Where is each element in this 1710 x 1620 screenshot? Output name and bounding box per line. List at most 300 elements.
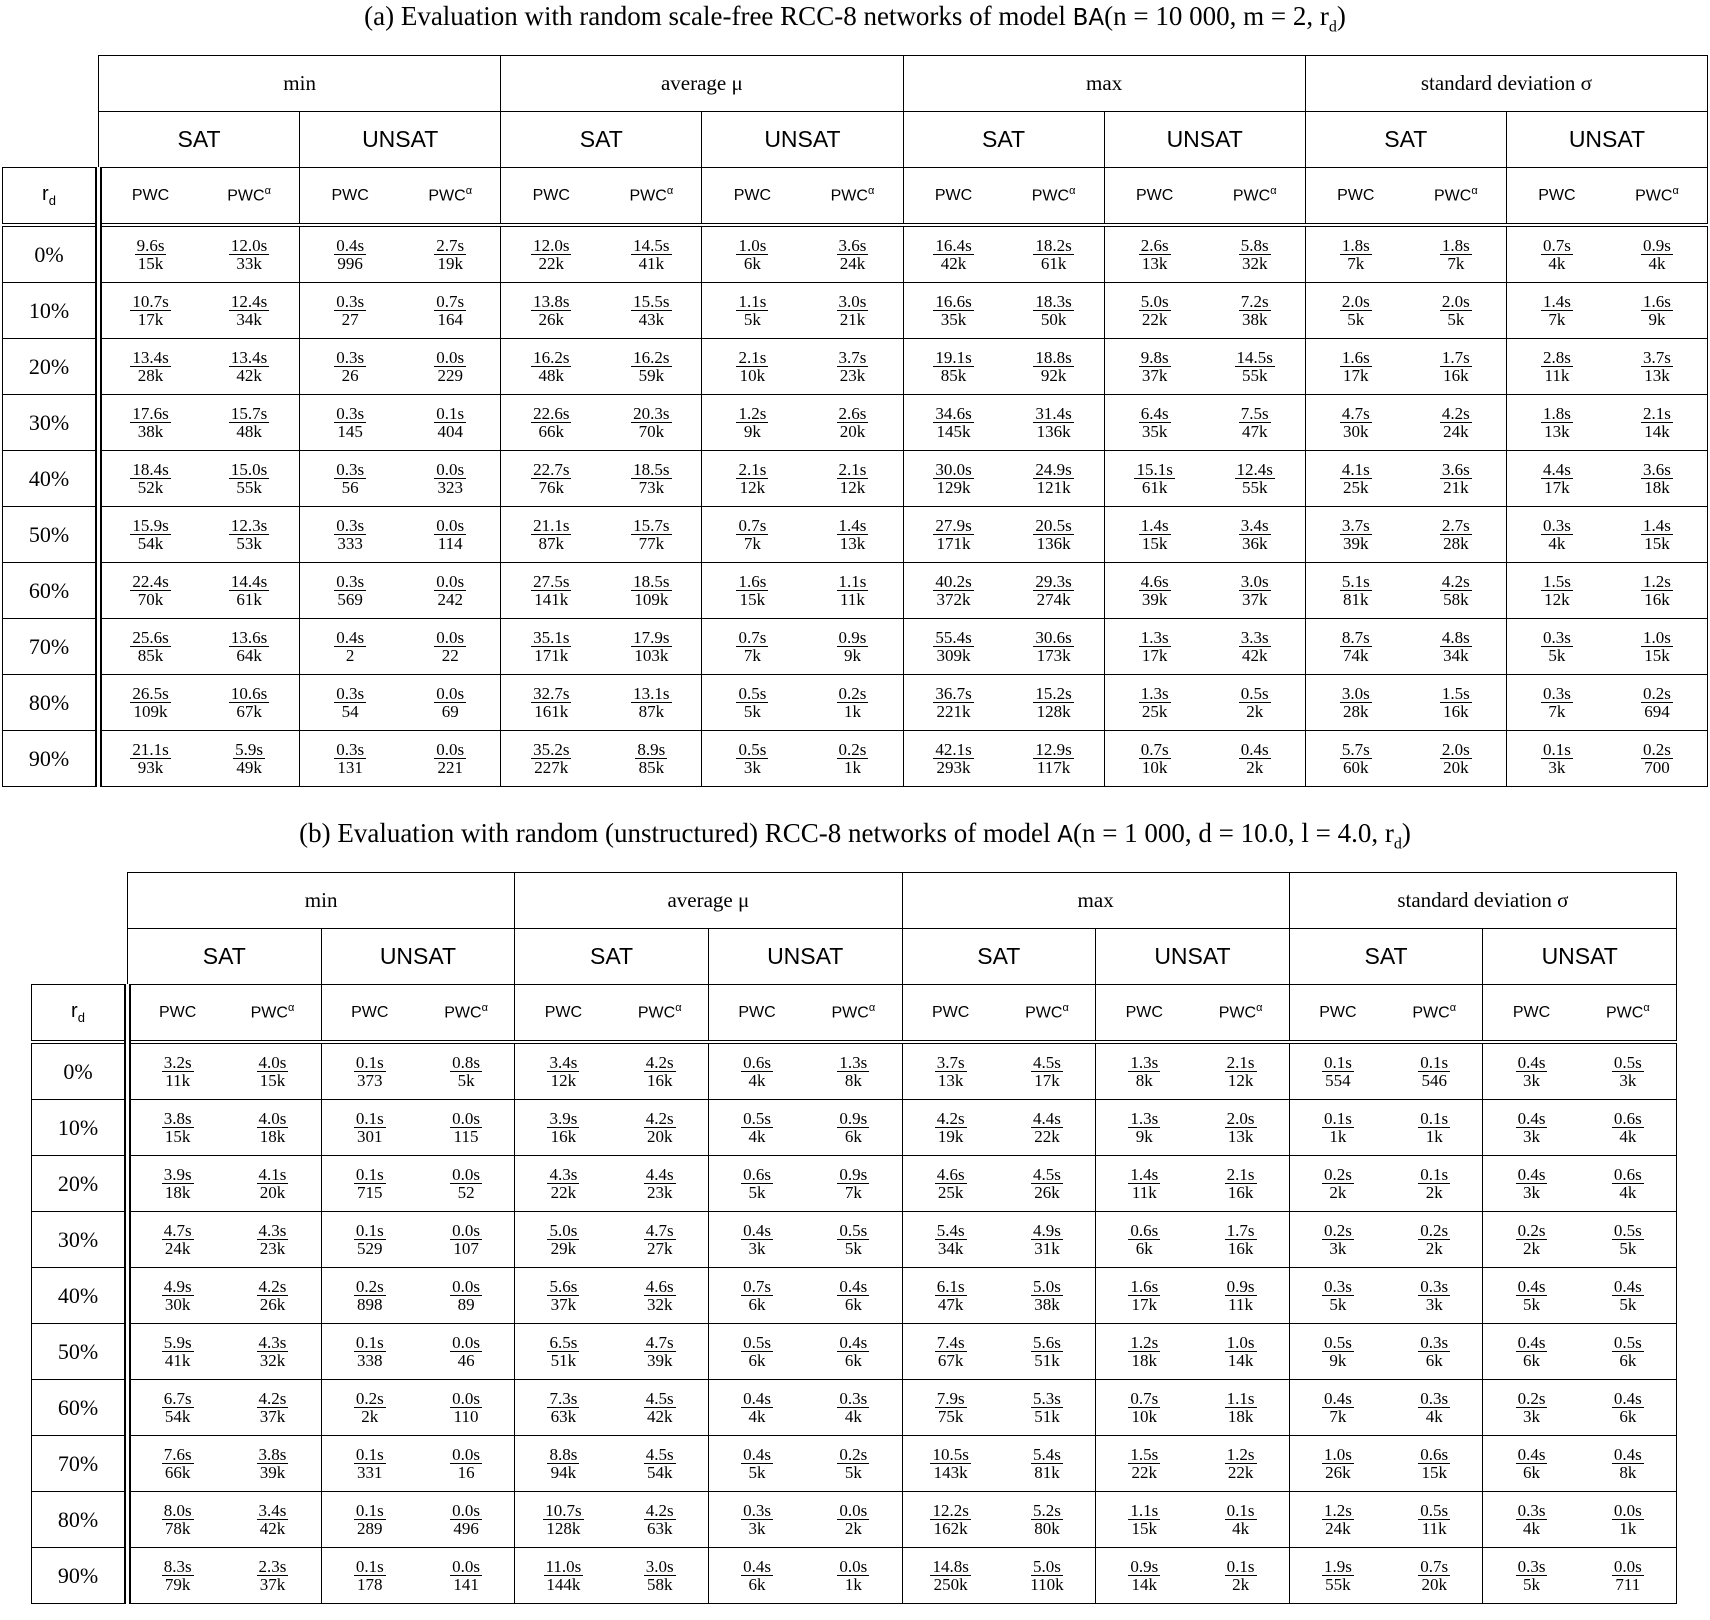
runtime: 0.7s bbox=[1542, 236, 1571, 255]
fraction bbox=[434, 741, 466, 776]
result-cell bbox=[1305, 283, 1406, 339]
pwc-alpha-header bbox=[1386, 985, 1483, 1043]
runtime: 0.0s bbox=[452, 1221, 481, 1240]
rd-label: r bbox=[71, 1000, 78, 1022]
fraction bbox=[1239, 741, 1271, 776]
pwc-alpha-header bbox=[199, 168, 300, 226]
check-count: 17k bbox=[1141, 646, 1168, 665]
result-cell bbox=[999, 1212, 1096, 1268]
header-row-methods bbox=[3, 168, 1708, 226]
runtime: 0.3s bbox=[1323, 1277, 1352, 1296]
runtime: 6.1s bbox=[936, 1277, 965, 1296]
check-count: 7k bbox=[743, 534, 761, 553]
fraction bbox=[450, 1446, 482, 1481]
result-cell bbox=[802, 619, 903, 675]
check-count: 61k bbox=[1040, 254, 1067, 273]
fraction bbox=[635, 741, 667, 776]
check-count: 3k bbox=[1523, 1127, 1541, 1146]
check-count: 4k bbox=[1232, 1519, 1250, 1538]
check-count: 103k bbox=[634, 646, 669, 665]
result-cell bbox=[1205, 675, 1306, 731]
check-count: 171k bbox=[936, 534, 971, 553]
runtime: 0.2s bbox=[838, 740, 867, 759]
result-cell bbox=[601, 225, 702, 283]
unsat-header: UNSAT bbox=[1506, 112, 1707, 168]
check-count: 93k bbox=[137, 758, 164, 777]
runtime: 0.1s bbox=[1420, 1165, 1449, 1184]
fraction bbox=[130, 629, 170, 664]
check-count: 229 bbox=[437, 366, 463, 385]
pwc-alpha-header bbox=[802, 168, 903, 226]
result-cell bbox=[1305, 675, 1406, 731]
rd-value: 80% bbox=[32, 1492, 128, 1548]
runtime: 2.1s bbox=[1643, 404, 1671, 423]
fraction bbox=[531, 461, 571, 496]
result-cell bbox=[321, 1436, 418, 1492]
fraction bbox=[1641, 349, 1673, 384]
method-label: PWC bbox=[532, 186, 570, 204]
check-count: 1k bbox=[1425, 1127, 1443, 1146]
runtime: 22.7s bbox=[533, 460, 570, 479]
method-label: PWC bbox=[1434, 187, 1472, 205]
result-cell bbox=[612, 1212, 709, 1268]
fraction bbox=[1340, 629, 1372, 664]
fraction bbox=[1340, 405, 1372, 440]
result-cell bbox=[1580, 1100, 1677, 1156]
fraction bbox=[837, 1278, 869, 1313]
pwc-header bbox=[1096, 985, 1193, 1043]
result-cell bbox=[1205, 283, 1306, 339]
runtime: 0.6s bbox=[743, 1053, 771, 1072]
result-cell bbox=[903, 283, 1004, 339]
check-count: 26k bbox=[259, 1295, 286, 1314]
result-cell bbox=[199, 339, 300, 395]
runtime: 2.6s bbox=[1140, 236, 1169, 255]
result-cell bbox=[1483, 1100, 1580, 1156]
runtime: 18.5s bbox=[633, 460, 670, 479]
result-cell bbox=[321, 1492, 418, 1548]
runtime: 0.0s bbox=[452, 1109, 481, 1128]
check-count: 29k bbox=[550, 1239, 577, 1258]
result-cell bbox=[708, 1436, 805, 1492]
check-count: 1k bbox=[844, 1575, 862, 1594]
result-cell bbox=[1205, 619, 1306, 675]
fraction bbox=[1235, 461, 1275, 496]
fraction bbox=[631, 685, 671, 720]
runtime: 12.3s bbox=[230, 516, 268, 535]
check-count: 3k bbox=[1425, 1295, 1443, 1314]
fraction bbox=[229, 293, 269, 328]
runtime: 0.0s bbox=[436, 684, 465, 703]
runtime: 3.0s bbox=[645, 1557, 674, 1576]
runtime: 0.4s bbox=[1323, 1389, 1352, 1408]
check-count: 242 bbox=[437, 590, 463, 609]
runtime: 0.7s bbox=[1130, 1389, 1159, 1408]
runtime: 4.2s bbox=[258, 1277, 287, 1296]
result-cell bbox=[300, 619, 401, 675]
check-count: 11k bbox=[165, 1071, 191, 1090]
method-label: PWC bbox=[831, 1004, 869, 1022]
check-count: 30k bbox=[164, 1295, 191, 1314]
check-count: 85k bbox=[940, 366, 967, 385]
rd-value: 60% bbox=[3, 563, 99, 619]
result-cell bbox=[400, 675, 501, 731]
result-cell bbox=[1483, 1436, 1580, 1492]
check-count: 8k bbox=[844, 1071, 862, 1090]
pwc-alpha-header bbox=[612, 985, 709, 1043]
runtime: 4.0s bbox=[258, 1109, 287, 1128]
result-cell bbox=[418, 1042, 515, 1100]
alpha-sup: α bbox=[1256, 1002, 1263, 1015]
pwc-alpha-header bbox=[805, 985, 902, 1043]
check-count: 11k bbox=[1421, 1519, 1447, 1538]
result-cell bbox=[999, 1324, 1096, 1380]
runtime: 2.0s bbox=[1441, 740, 1470, 759]
runtime: 0.4s bbox=[336, 628, 365, 647]
result-cell bbox=[1305, 451, 1406, 507]
result-cell bbox=[1289, 1268, 1386, 1324]
runtime: 0.0s bbox=[452, 1389, 481, 1408]
fraction bbox=[354, 1446, 386, 1481]
fraction bbox=[1418, 1502, 1450, 1537]
result-cell bbox=[1096, 1548, 1193, 1604]
fraction bbox=[1134, 461, 1174, 496]
runtime: 1.3s bbox=[839, 1053, 868, 1072]
check-count: 372k bbox=[936, 590, 971, 609]
result-cell bbox=[99, 563, 200, 619]
empty-corner bbox=[3, 112, 99, 168]
table-row bbox=[32, 1380, 1677, 1436]
check-count: 37k bbox=[1241, 590, 1268, 609]
fraction bbox=[933, 405, 973, 440]
runtime: 1.6s bbox=[1130, 1277, 1159, 1296]
result-cell bbox=[1506, 507, 1607, 563]
fraction bbox=[1031, 1110, 1063, 1145]
check-count: 9k bbox=[1329, 1351, 1347, 1370]
runtime: 3.9s bbox=[163, 1165, 192, 1184]
check-count: 35k bbox=[1141, 422, 1168, 441]
check-count: 55k bbox=[1241, 366, 1268, 385]
check-count: 554 bbox=[1325, 1071, 1351, 1090]
runtime: 12.0s bbox=[230, 236, 268, 255]
check-count: 67k bbox=[236, 702, 262, 721]
runtime: 4.2s bbox=[1441, 404, 1470, 423]
rd-value: 40% bbox=[3, 451, 99, 507]
result-cell bbox=[702, 395, 803, 451]
fraction bbox=[1139, 741, 1171, 776]
check-count: 109k bbox=[133, 702, 168, 721]
fraction bbox=[1418, 1054, 1450, 1089]
runtime: 0.3s bbox=[336, 572, 365, 591]
result-cell bbox=[903, 395, 1004, 451]
result-cell bbox=[708, 1042, 805, 1100]
method-label: PWC bbox=[637, 1004, 676, 1022]
result-cell bbox=[1289, 1380, 1386, 1436]
result-cell bbox=[128, 1212, 225, 1268]
fraction bbox=[1239, 629, 1271, 664]
fraction bbox=[935, 1278, 967, 1313]
runtime: 5.3s bbox=[1033, 1389, 1061, 1408]
check-count: 18k bbox=[259, 1127, 286, 1146]
fraction bbox=[334, 461, 366, 496]
fraction bbox=[1033, 573, 1073, 608]
result-cell bbox=[1205, 451, 1306, 507]
alpha-sup: α bbox=[867, 185, 875, 198]
check-count: 715 bbox=[357, 1183, 383, 1202]
check-count: 6k bbox=[1619, 1351, 1637, 1370]
check-count: 6k bbox=[1619, 1407, 1637, 1426]
caption-text: (a) Evaluation with random scale-free RCC-8 networks of model bbox=[364, 1, 1073, 31]
fraction bbox=[334, 237, 366, 272]
result-cell bbox=[501, 451, 602, 507]
result-cell bbox=[1289, 1492, 1386, 1548]
runtime: 0.7s bbox=[1420, 1557, 1449, 1576]
pwc-header bbox=[99, 168, 200, 226]
caption-end: ) bbox=[1336, 1, 1346, 31]
runtime: 0.1s bbox=[1226, 1501, 1255, 1520]
result-cell bbox=[515, 1436, 612, 1492]
runtime: 4.7s bbox=[645, 1221, 674, 1240]
runtime: 18.2s bbox=[1035, 236, 1072, 255]
check-count: 58k bbox=[646, 1575, 673, 1594]
runtime: 0.3s bbox=[1542, 684, 1571, 703]
runtime: 2.1s bbox=[1226, 1053, 1255, 1072]
runtime: 4.2s bbox=[258, 1389, 287, 1408]
check-count: 12k bbox=[839, 478, 866, 497]
fraction bbox=[1541, 293, 1573, 328]
fraction bbox=[1033, 461, 1073, 496]
check-count: 161k bbox=[534, 702, 569, 721]
fraction bbox=[130, 349, 170, 384]
fraction bbox=[1322, 1390, 1354, 1425]
result-cell bbox=[515, 1212, 612, 1268]
check-count: 20k bbox=[1421, 1575, 1447, 1594]
runtime: 15.9s bbox=[132, 516, 169, 535]
check-count: 47k bbox=[1241, 422, 1268, 441]
check-count: 22k bbox=[550, 1183, 577, 1202]
sat-header: SAT bbox=[903, 112, 1104, 168]
table-row bbox=[32, 1212, 1677, 1268]
fraction bbox=[1033, 405, 1073, 440]
fraction bbox=[334, 685, 366, 720]
result-cell bbox=[1192, 1436, 1289, 1492]
rd-value: 60% bbox=[32, 1380, 128, 1436]
check-count: 15k bbox=[259, 1071, 286, 1090]
runtime: 8.7s bbox=[1341, 628, 1370, 647]
check-count: 67k bbox=[937, 1351, 964, 1370]
fraction bbox=[741, 1558, 773, 1593]
runtime: 4.7s bbox=[1341, 404, 1370, 423]
check-count: 144k bbox=[546, 1575, 581, 1594]
fraction bbox=[933, 237, 973, 272]
check-count: 18k bbox=[1644, 478, 1670, 497]
result-cell bbox=[1205, 731, 1306, 787]
runtime: 4.5s bbox=[645, 1389, 674, 1408]
fraction bbox=[644, 1278, 676, 1313]
check-count: 51k bbox=[1034, 1407, 1060, 1426]
check-count: 162k bbox=[933, 1519, 968, 1538]
check-count: 20k bbox=[1443, 758, 1469, 777]
result-cell bbox=[805, 1324, 902, 1380]
check-count: 13k bbox=[1227, 1127, 1254, 1146]
result-cell bbox=[708, 1268, 805, 1324]
check-count: 34k bbox=[937, 1239, 964, 1258]
alpha-sup: α bbox=[868, 1002, 876, 1015]
fraction bbox=[1418, 1110, 1450, 1145]
result-cell bbox=[1483, 1268, 1580, 1324]
fraction bbox=[334, 405, 366, 440]
fraction bbox=[1541, 741, 1573, 776]
check-count: 55k bbox=[1325, 1575, 1351, 1594]
fraction bbox=[1139, 685, 1171, 720]
runtime: 0.4s bbox=[1613, 1445, 1642, 1464]
check-count: 8k bbox=[1135, 1071, 1153, 1090]
result-cell bbox=[612, 1156, 709, 1212]
method-label: PWC bbox=[544, 1003, 583, 1021]
runtime: 0.6s bbox=[1420, 1445, 1449, 1464]
result-cell bbox=[903, 731, 1004, 787]
runtime: 0.7s bbox=[738, 628, 767, 647]
header-row-sat bbox=[32, 929, 1677, 985]
check-count: 18k bbox=[164, 1183, 191, 1202]
result-cell bbox=[1192, 1156, 1289, 1212]
table-row bbox=[32, 1268, 1677, 1324]
fraction bbox=[837, 1390, 869, 1425]
check-count: 9k bbox=[1648, 310, 1666, 329]
fraction bbox=[1322, 1558, 1354, 1593]
result-cell bbox=[515, 1324, 612, 1380]
caption-text: (b) Evaluation with random (unstructured) RCC-8 networks of model bbox=[299, 818, 1058, 848]
check-count: 15k bbox=[1131, 1519, 1158, 1538]
result-cell bbox=[400, 225, 501, 283]
pwc-alpha-header bbox=[1607, 168, 1708, 226]
fraction bbox=[1612, 1502, 1644, 1537]
fraction bbox=[434, 237, 466, 272]
check-count: 10k bbox=[1131, 1407, 1158, 1426]
pwc-alpha-header bbox=[224, 985, 321, 1043]
rd-sub: d bbox=[48, 193, 56, 208]
fraction bbox=[162, 1446, 194, 1481]
result-cell bbox=[1607, 563, 1708, 619]
result-cell bbox=[1607, 339, 1708, 395]
runtime: 0.5s bbox=[1240, 684, 1269, 703]
fraction bbox=[1641, 517, 1673, 552]
result-cell bbox=[515, 1100, 612, 1156]
runtime: 1.0s bbox=[738, 236, 767, 255]
group-header: average μ bbox=[501, 56, 903, 112]
fraction bbox=[334, 349, 366, 384]
result-cell bbox=[321, 1212, 418, 1268]
result-cell bbox=[601, 731, 702, 787]
runtime: 16.4s bbox=[935, 236, 972, 255]
runtime: 2.8s bbox=[1542, 348, 1571, 367]
fraction bbox=[531, 629, 571, 664]
check-count: 37k bbox=[550, 1295, 577, 1314]
rd-value: 30% bbox=[32, 1212, 128, 1268]
fraction bbox=[1340, 741, 1372, 776]
result-cell bbox=[802, 563, 903, 619]
runtime: 2.6s bbox=[838, 404, 867, 423]
check-count: 301 bbox=[357, 1127, 383, 1146]
result-cell bbox=[1483, 1156, 1580, 1212]
result-cell bbox=[199, 619, 300, 675]
runtime: 30.6s bbox=[1035, 628, 1072, 647]
fraction bbox=[531, 517, 571, 552]
result-cell bbox=[1406, 339, 1507, 395]
result-cell bbox=[1607, 283, 1708, 339]
result-cell bbox=[708, 1380, 805, 1436]
runtime: 1.1s bbox=[738, 292, 767, 311]
check-count: 18k bbox=[1227, 1407, 1254, 1426]
method-label: PWC bbox=[158, 1003, 197, 1021]
runtime: 0.2s bbox=[1517, 1221, 1546, 1240]
check-count: 4k bbox=[748, 1071, 766, 1090]
fraction bbox=[935, 1222, 967, 1257]
runtime: 0.4s bbox=[1240, 740, 1269, 759]
runtime: 0.4s bbox=[743, 1389, 771, 1408]
fraction bbox=[1516, 1390, 1548, 1425]
fraction bbox=[1418, 1390, 1450, 1425]
empty-corner bbox=[3, 56, 99, 112]
fraction bbox=[837, 1222, 869, 1257]
result-cell bbox=[903, 619, 1004, 675]
result-cell bbox=[400, 283, 501, 339]
result-cell bbox=[601, 339, 702, 395]
runtime: 20.3s bbox=[633, 404, 670, 423]
fraction bbox=[1340, 685, 1372, 720]
fraction bbox=[1031, 1054, 1063, 1089]
runtime: 5.4s bbox=[1033, 1445, 1061, 1464]
check-count: 11k bbox=[1228, 1295, 1254, 1314]
runtime: 2.7s bbox=[436, 236, 465, 255]
check-count: 31k bbox=[1034, 1239, 1060, 1258]
runtime: 3.4s bbox=[258, 1501, 287, 1520]
fraction bbox=[1225, 1278, 1257, 1313]
check-count: 26k bbox=[1325, 1463, 1351, 1482]
runtime: 8.3s bbox=[163, 1557, 192, 1576]
fraction bbox=[837, 1502, 869, 1537]
table-row bbox=[3, 619, 1708, 675]
fraction bbox=[1440, 573, 1472, 608]
fraction bbox=[930, 1446, 970, 1481]
runtime: 0.0s bbox=[452, 1165, 481, 1184]
check-count: 23k bbox=[259, 1239, 286, 1258]
fraction bbox=[229, 629, 269, 664]
check-count: 110 bbox=[453, 1407, 479, 1426]
result-cell bbox=[400, 619, 501, 675]
result-cell bbox=[902, 1100, 999, 1156]
runtime: 3.7s bbox=[838, 348, 867, 367]
check-count: 33k bbox=[236, 254, 262, 273]
result-cell bbox=[902, 1324, 999, 1380]
result-cell bbox=[300, 563, 401, 619]
fraction bbox=[334, 517, 366, 552]
runtime: 4.2s bbox=[936, 1109, 965, 1128]
result-cell bbox=[199, 225, 300, 283]
fraction bbox=[837, 1334, 869, 1369]
check-count: 25k bbox=[937, 1183, 964, 1202]
sat-header: SAT bbox=[902, 929, 1096, 985]
check-count: 48k bbox=[236, 422, 262, 441]
runtime: 0.5s bbox=[839, 1221, 868, 1240]
result-cell bbox=[1096, 1380, 1193, 1436]
fraction bbox=[1033, 685, 1073, 720]
fraction bbox=[935, 1334, 967, 1369]
fraction bbox=[631, 293, 671, 328]
table-row bbox=[32, 1042, 1677, 1100]
fraction bbox=[837, 1558, 869, 1593]
fraction bbox=[1225, 1166, 1257, 1201]
